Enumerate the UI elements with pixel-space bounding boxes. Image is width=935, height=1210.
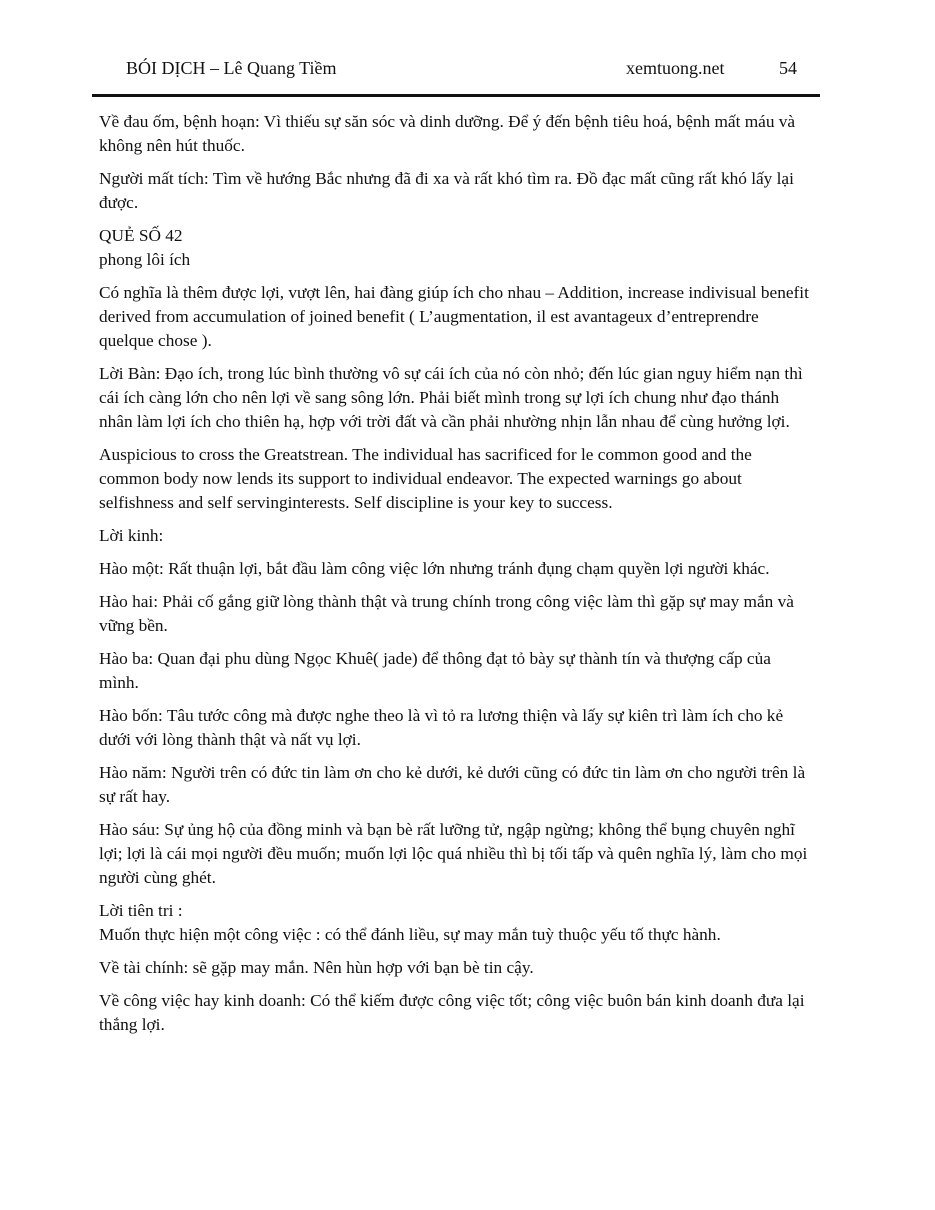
paragraph-illness: Về đau ốm, bệnh hoạn: Vì thiếu sự săn sóc và dinh dưỡng. Để ý đến bệnh tiêu hoá, bệnh mất máu và không nên hút thuốc.: [99, 112, 796, 155]
hexagram-number: QUẺ SỐ 42: [99, 226, 183, 245]
paragraph-line-6: Hào sáu: Sự ủng hộ của đồng minh và bạn bè rất lưỡng tử, ngập ngừng; không thể bụng chuyên nghĩ lợi; lợi là cái mọi người đều muốn; muốn lợi lộc quá nhiều thì bị tối tấp và quên nghĩa lý, làm cho mọi người cùng ghét.: [99, 820, 808, 887]
paragraph-scripture-heading: Lời kinh:: [99, 526, 164, 545]
paragraph-line-5: Hào năm: Người trên có đức tin làm ơn cho kẻ dưới, kẻ dưới cũng có đức tin làm ơn cho người trên là sự rất hay.: [99, 763, 806, 806]
paragraph-line-1: Hào một: Rất thuận lợi, bắt đầu làm công việc lớn nhưng tránh đụng chạm quyền lợi người khác.: [99, 559, 770, 578]
paragraph-commentary: Lời Bàn: Đạo ích, trong lúc bình thường vô sự cái ích của nó còn nhỏ; đến lúc gian nguy hiểm nạn thì cái ích càng lớn cho nên lợi về sang sông lớn. Phải biết mình trong sự lợi ích chung như đạo thánh nhân làm lợi ích cho thiên hạ, hợp với trời đất và cần phải nhường nhịn lẫn nhau để cùng hưởng lợi.: [99, 364, 803, 431]
paragraph-line-4: Hào bốn: Tâu tước công mà được nghe theo là vì tỏ ra lương thiện và lấy sự kiên trì làm ích cho kẻ dưới với lòng thành thật và nất vụ lợi.: [99, 706, 784, 749]
page-number: 54: [779, 58, 797, 78]
paragraph-line-3: Hào ba: Quan đại phu dùng Ngọc Khuê( jade) để thông đạt tỏ bày sự thành tín và thượng cấp của mình.: [99, 649, 771, 692]
header-rule: [92, 94, 820, 97]
prophecy-heading: Lời tiên tri :: [99, 901, 183, 920]
page-header: [0, 0, 935, 100]
paragraph-missing-person: Người mất tích: Tìm về hướng Bắc nhưng đã đi xa và rất khó tìm ra. Đồ đạc mất cũng rất khó lấy lại được.: [99, 169, 794, 212]
paragraph-line-2: Hào hai: Phải cố gắng giữ lòng thành thật và trung chính trong công việc làm thì gặp sự may mắn và vững bền.: [99, 592, 794, 635]
book-title: BÓI DỊCH – Lê Quang Tiềm: [126, 58, 337, 78]
paragraph-prophecy-work: Muốn thực hiện một công việc : có thể đánh liều, sự may mắn tuỳ thuộc yếu tố thực hành.: [99, 925, 721, 944]
document-body: [99, 110, 809, 1046]
paragraph-prophecy-finance: Về tài chính: sẽ gặp may mắn. Nên hùn hợp với bạn bè tin cậy.: [99, 958, 534, 977]
hexagram-name: phong lôi ích: [99, 250, 191, 269]
site-name: xemtuong.net: [626, 58, 725, 78]
paragraph-prophecy-business: Về công việc hay kinh doanh: Có thể kiếm được công việc tốt; công việc buôn bán kinh doanh đưa lại thắng lợi.: [99, 991, 805, 1034]
paragraph-meaning: Có nghĩa là thêm được lợi, vượt lên, hai đàng giúp ích cho nhau – Addition, increase indivisual benefit derived from accumulation of joined benefit ( L’augmentation, il est avantageux d’entreprendre quelque chose ).: [99, 283, 809, 350]
paragraph-english: Auspicious to cross the Greatstrean. The individual has sacrificed for le common good and the common body now lends its support to individual endeavor. The expected warnings go about selfishness and self servinginterests. Self discipline is your key to success.: [99, 445, 752, 512]
